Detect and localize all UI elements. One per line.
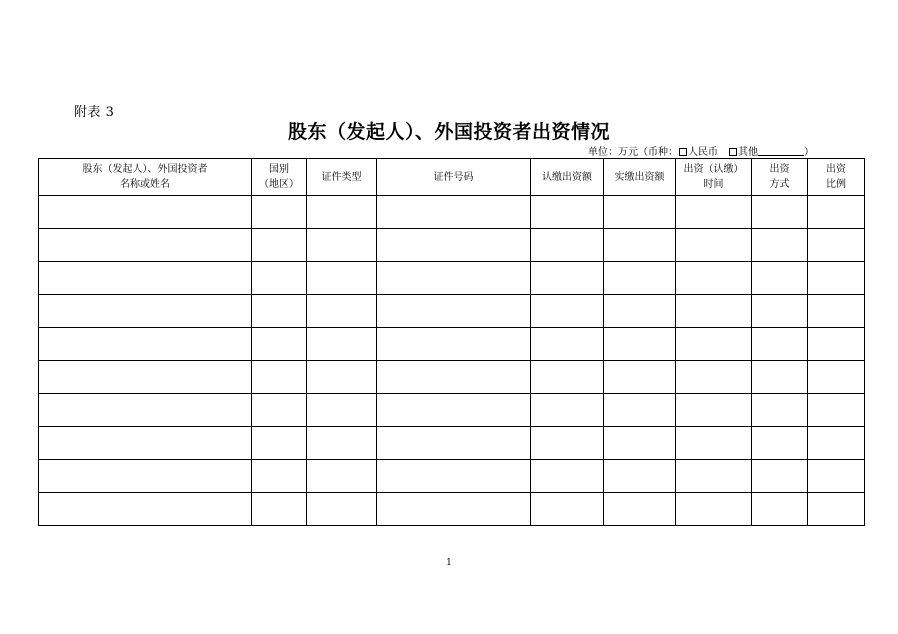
table-cell[interactable] <box>39 229 252 262</box>
table-cell[interactable] <box>531 361 604 394</box>
column-header-line2: 名称或姓名 <box>120 179 170 190</box>
table-cell[interactable] <box>676 460 752 493</box>
table-cell[interactable] <box>307 196 377 229</box>
table-cell[interactable] <box>39 493 252 526</box>
page-title: 股东（发起人）、外国投资者出资情况 <box>287 121 610 143</box>
table-cell[interactable] <box>307 427 377 460</box>
table-cell[interactable] <box>39 196 252 229</box>
table-cell[interactable] <box>752 262 808 295</box>
table-cell[interactable] <box>377 328 531 361</box>
table-cell[interactable] <box>676 394 752 427</box>
column-header-line1: 实缴出资额 <box>614 171 665 183</box>
table-cell[interactable] <box>604 361 676 394</box>
table-cell[interactable] <box>676 295 752 328</box>
table-cell[interactable] <box>531 196 604 229</box>
table-cell[interactable] <box>252 328 307 361</box>
table-cell[interactable] <box>252 295 307 328</box>
table-cell[interactable] <box>808 295 865 328</box>
table-cell[interactable] <box>531 262 604 295</box>
column-header-line1: 出资（认缴） <box>683 164 744 175</box>
column-header-line1: 出资 <box>826 164 846 175</box>
table-cell[interactable] <box>808 229 865 262</box>
table-cell[interactable] <box>252 229 307 262</box>
table-cell[interactable] <box>808 394 865 427</box>
column-header-9 <box>808 159 865 196</box>
table-cell[interactable] <box>39 262 252 295</box>
table-cell[interactable] <box>39 361 252 394</box>
table-cell[interactable] <box>377 427 531 460</box>
column-header-line1: 证件类型 <box>321 171 362 183</box>
table-cell[interactable] <box>377 229 531 262</box>
table-row <box>39 229 865 262</box>
table-cell[interactable] <box>39 460 252 493</box>
unit-suffix: ） <box>804 147 814 158</box>
table-cell[interactable] <box>377 361 531 394</box>
unit-prefix: 单位：万元（币种： <box>588 147 678 158</box>
table-cell[interactable] <box>377 460 531 493</box>
table-cell[interactable] <box>39 295 252 328</box>
table-cell[interactable] <box>752 361 808 394</box>
table-cell[interactable] <box>307 361 377 394</box>
checkbox-rmb[interactable] <box>679 148 687 156</box>
table-cell[interactable] <box>604 229 676 262</box>
table-cell[interactable] <box>377 295 531 328</box>
option-rmb-label: 人民币 <box>688 147 718 158</box>
table-row <box>39 394 865 427</box>
table-cell[interactable] <box>808 427 865 460</box>
column-header-1 <box>39 159 252 196</box>
table-row <box>39 361 865 394</box>
table-cell[interactable] <box>307 394 377 427</box>
table-cell[interactable] <box>39 328 252 361</box>
checkbox-other[interactable] <box>729 148 737 156</box>
table-cell[interactable] <box>531 295 604 328</box>
column-header-line1: 国别 <box>269 164 289 175</box>
table-cell[interactable] <box>752 328 808 361</box>
table-cell[interactable] <box>307 460 377 493</box>
table-cell[interactable] <box>676 328 752 361</box>
table-cell[interactable] <box>252 493 307 526</box>
column-header-line2: 比例 <box>826 179 846 190</box>
table-header-row <box>39 159 865 196</box>
table-row <box>39 427 865 460</box>
column-header-5 <box>531 159 604 196</box>
column-header-line1: 认缴出资额 <box>542 171 592 183</box>
table-cell[interactable] <box>752 493 808 526</box>
table-body <box>39 196 865 526</box>
column-header-line2: （地区） <box>259 179 299 190</box>
column-header-4 <box>377 159 531 196</box>
table-cell[interactable] <box>531 493 604 526</box>
table-cell[interactable] <box>808 361 865 394</box>
table-cell[interactable] <box>808 196 865 229</box>
table-cell[interactable] <box>377 262 531 295</box>
investment-table <box>38 158 865 526</box>
table-cell[interactable] <box>752 295 808 328</box>
table-cell[interactable] <box>604 295 676 328</box>
table-cell[interactable] <box>307 229 377 262</box>
table-cell[interactable] <box>604 493 676 526</box>
other-currency-blank[interactable] <box>758 146 804 156</box>
table-cell[interactable] <box>377 493 531 526</box>
column-header-7 <box>676 159 752 196</box>
table-cell[interactable] <box>676 229 752 262</box>
column-header-6 <box>604 159 676 196</box>
table-cell[interactable] <box>531 229 604 262</box>
table-cell[interactable] <box>604 427 676 460</box>
table-cell[interactable] <box>531 460 604 493</box>
table-cell[interactable] <box>252 196 307 229</box>
table-row <box>39 262 865 295</box>
table-cell[interactable] <box>808 493 865 526</box>
column-header-2 <box>252 159 307 196</box>
table-cell[interactable] <box>377 196 531 229</box>
table-cell[interactable] <box>307 328 377 361</box>
table-cell[interactable] <box>752 427 808 460</box>
column-header-line2: 时间 <box>703 179 724 190</box>
table-cell[interactable] <box>531 427 604 460</box>
table-cell[interactable] <box>808 262 865 295</box>
table-cell[interactable] <box>252 361 307 394</box>
table-cell[interactable] <box>39 427 252 460</box>
option-other-label: 其他 <box>738 147 758 158</box>
table-cell[interactable] <box>604 460 676 493</box>
appendix-label: 附表 3 <box>74 105 115 120</box>
table-cell[interactable] <box>604 196 676 229</box>
table-cell[interactable] <box>676 493 752 526</box>
table-row <box>39 493 865 526</box>
table-cell[interactable] <box>531 328 604 361</box>
table-cell[interactable] <box>676 427 752 460</box>
table-cell[interactable] <box>604 394 676 427</box>
table-cell[interactable] <box>752 196 808 229</box>
table-cell[interactable] <box>752 229 808 262</box>
table-cell[interactable] <box>252 427 307 460</box>
table-row <box>39 295 865 328</box>
table-cell[interactable] <box>808 328 865 361</box>
table-cell[interactable] <box>676 196 752 229</box>
table-cell[interactable] <box>252 262 307 295</box>
column-header-8 <box>752 159 808 196</box>
column-header-line1: 证件号码 <box>433 171 474 183</box>
table-cell[interactable] <box>39 394 252 427</box>
table-cell[interactable] <box>377 394 531 427</box>
table-cell[interactable] <box>307 262 377 295</box>
table-cell[interactable] <box>307 295 377 328</box>
table-cell[interactable] <box>252 460 307 493</box>
table-row <box>39 460 865 493</box>
table-cell[interactable] <box>307 493 377 526</box>
table-cell[interactable] <box>676 262 752 295</box>
table-cell[interactable] <box>676 361 752 394</box>
table-cell[interactable] <box>604 262 676 295</box>
column-header-line1: 股东（发起人）、外国投资者 <box>82 164 208 175</box>
column-header-line1: 出资 <box>769 164 790 175</box>
table-row <box>39 328 865 361</box>
column-header-3 <box>307 159 377 196</box>
table-cell[interactable] <box>604 328 676 361</box>
table-row <box>39 196 865 229</box>
table-cell[interactable] <box>808 460 865 493</box>
table-cell[interactable] <box>752 460 808 493</box>
unit-line <box>588 143 814 158</box>
table-cell[interactable] <box>252 394 307 427</box>
page-number: 1 <box>446 558 452 568</box>
table-cell[interactable] <box>752 394 808 427</box>
column-header-line2: 方式 <box>769 179 790 190</box>
table-cell[interactable] <box>531 394 604 427</box>
